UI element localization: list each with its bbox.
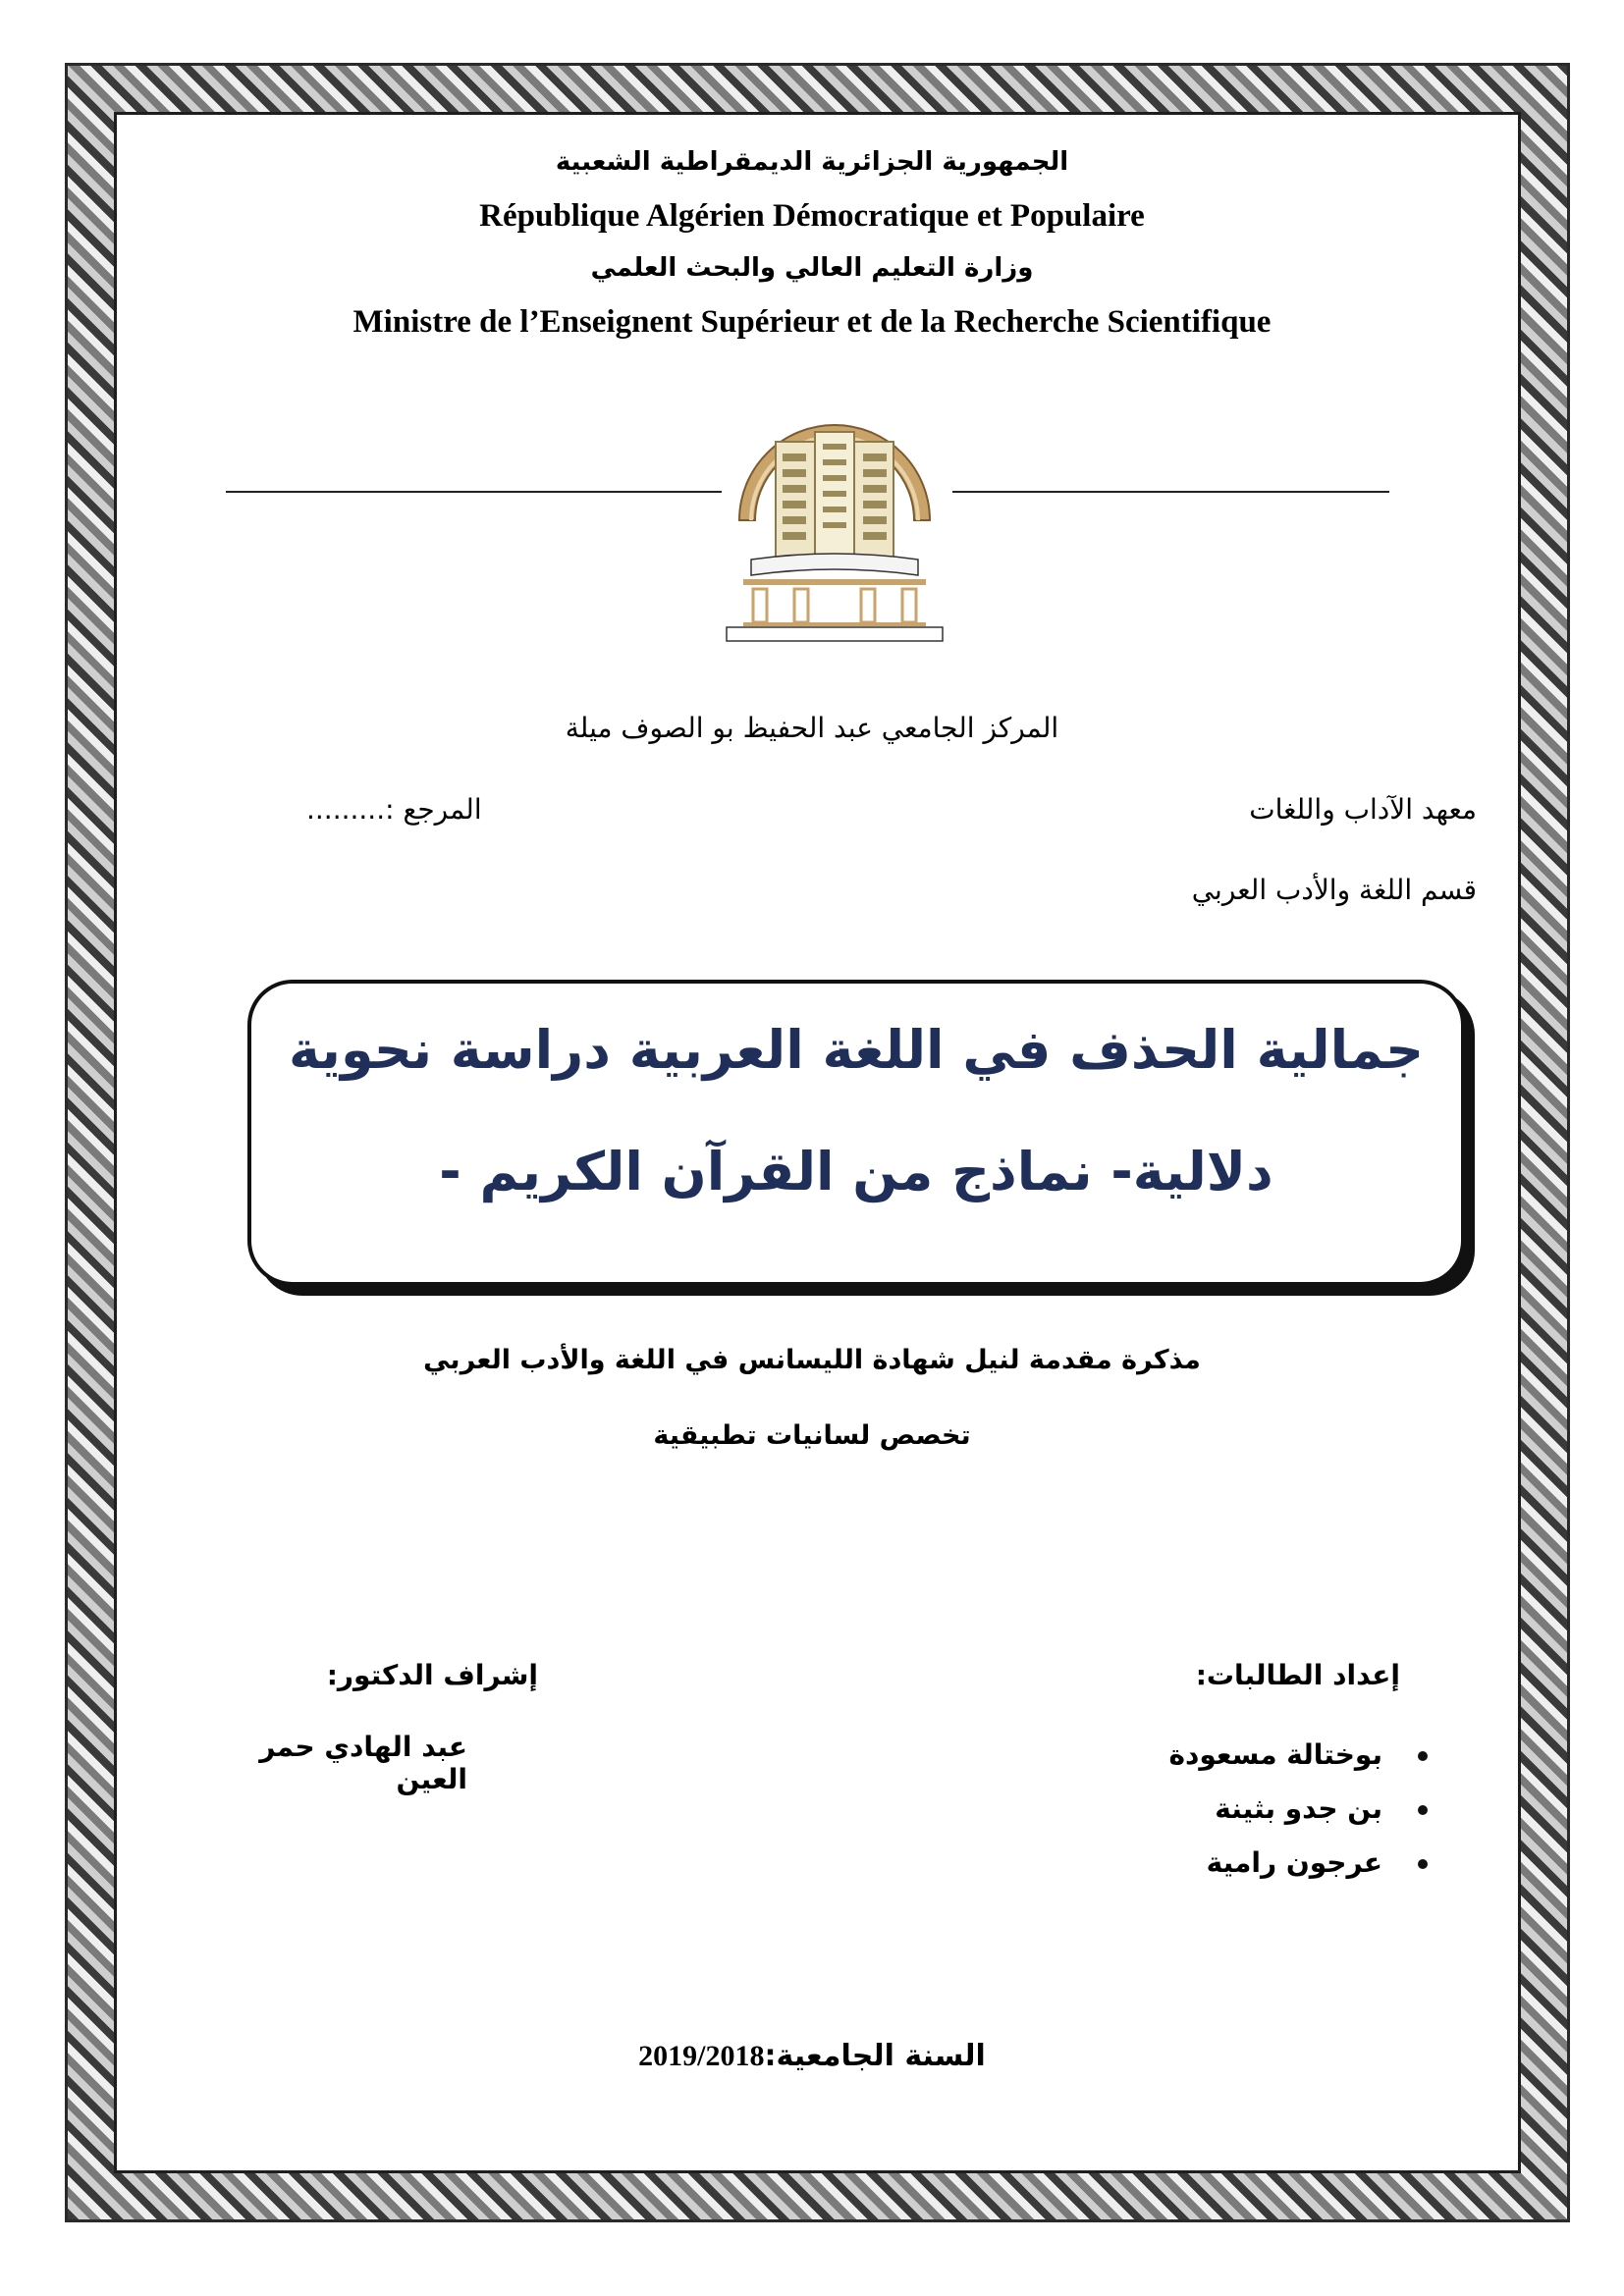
student-name: عرجون رامية [1206, 1846, 1382, 1879]
republic-arabic: الجمهورية الجزائرية الديمقراطية الشعبية [555, 147, 1069, 177]
university-logo [722, 402, 947, 643]
academic-year [0, 2039, 1624, 2073]
thesis-title-line-1: جمالية الحذف في اللغة العربية دراسة نحوية [288, 1019, 1425, 1081]
prepared-by-heading: إعداد الطالبات: [1195, 1659, 1400, 1691]
bullet-icon [1418, 1859, 1428, 1869]
thesis-title-line-2: دلالية- نماذج من القرآن الكريم - [439, 1141, 1273, 1202]
divider-left [226, 491, 727, 493]
divider-right [952, 491, 1389, 493]
student-name: بن جدو بثينة [1215, 1792, 1382, 1825]
thesis-title-box [247, 980, 1465, 1286]
memo-description: مذكرة مقدمة لنيل شهادة الليسانس في اللغة والأدب العربي [423, 1345, 1201, 1375]
academic-year-value: 2019/2018 [638, 2040, 765, 2072]
list-item [1168, 1728, 1428, 1782]
specialty: تخصص لسانيات تطبيقية [653, 1420, 971, 1451]
student-name: بوختالة مسعودة [1168, 1738, 1382, 1771]
supervision-heading: إشراف الدكتور: [326, 1659, 538, 1691]
supervisor-name: عبد الهادي حمر العين [259, 1731, 467, 1795]
department-name: قسم اللغة والأدب العربي [1191, 874, 1477, 906]
list-item [1168, 1782, 1428, 1836]
ministry-arabic: وزارة التعليم العالي والبحث العلمي [590, 253, 1034, 283]
academic-year-label: السنة الجامعية: [764, 2039, 986, 2073]
institute-name: معهد الآداب واللغات [1249, 793, 1477, 826]
university-name: المركز الجامعي عبد الحفيظ بو الصوف ميلة [565, 712, 1059, 744]
reference-field: المرجع :......... [306, 793, 482, 826]
ministry-french: Ministre de l’Enseignent Supérieur et de la Recherche Scientifique [352, 304, 1272, 340]
bullet-icon [1418, 1751, 1428, 1761]
students-list [1168, 1728, 1428, 1890]
list-item [1168, 1836, 1428, 1890]
bullet-icon [1418, 1805, 1428, 1815]
republic-french: République Algérien Démocratique et Populaire [479, 198, 1145, 234]
